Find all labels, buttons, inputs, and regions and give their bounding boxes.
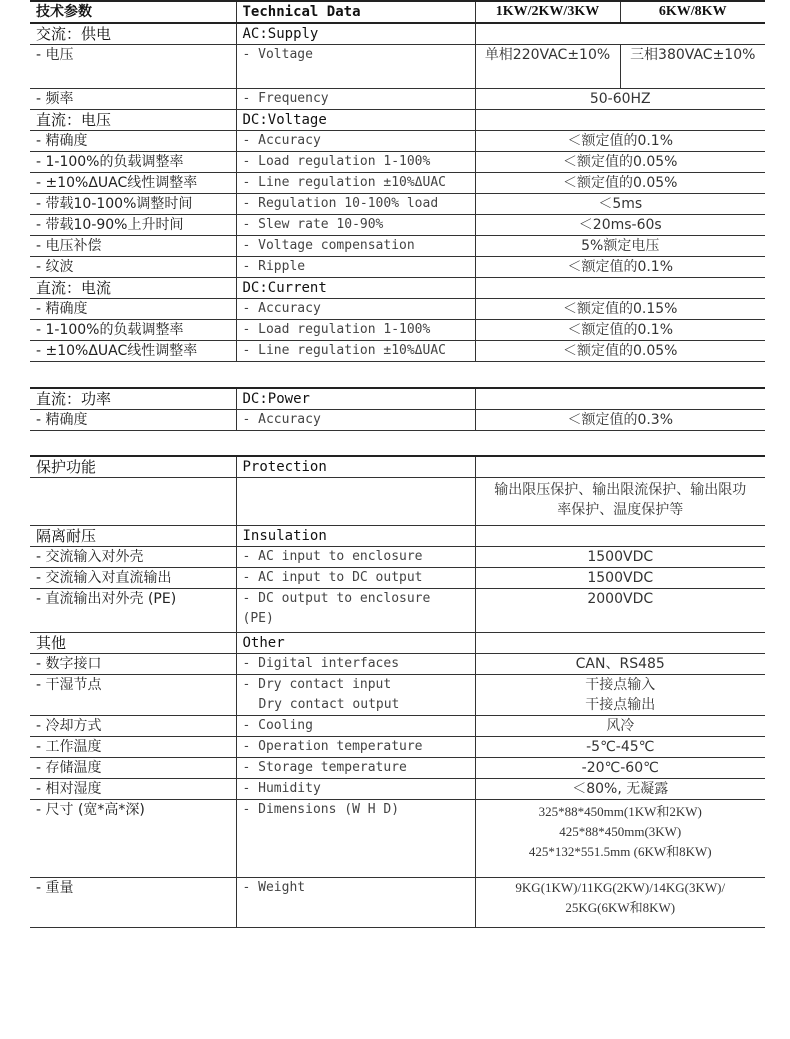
param-cn: - 精确度 [30, 299, 236, 320]
table-row [30, 716, 765, 737]
param-cn: - 1-100%的负载调整率 [30, 152, 236, 173]
param-cn: - 工作温度 [30, 737, 236, 758]
table-row [30, 152, 765, 173]
section-title-en: DC:Power [236, 388, 475, 410]
section-row-ac-supply [30, 23, 765, 45]
value-line: 25KG(6KW和8KW) [565, 900, 676, 915]
section-title-en: DC:Current [236, 278, 475, 299]
param-value: -20℃-60℃ [475, 758, 765, 779]
section-title-en: DC:Voltage [236, 110, 475, 131]
param-value: 5%额定电压 [475, 236, 765, 257]
param-value: ＜额定值的0.3% [475, 409, 765, 430]
table-row [30, 478, 765, 526]
section-title-en: AC:Supply [236, 23, 475, 45]
section-title-cn: 隔离耐压 [30, 526, 236, 547]
param-en: - Accuracy [236, 131, 475, 152]
param-value: 50-60HZ [475, 89, 765, 110]
tech-spec-page [30, 0, 765, 928]
section-title-en: Other [236, 633, 475, 654]
param-value: CAN、RS485 [475, 654, 765, 675]
param-value: ＜额定值的0.1% [475, 320, 765, 341]
table-row [30, 568, 765, 589]
spacer-row [30, 362, 765, 388]
param-en: - Accuracy [236, 299, 475, 320]
param-cn: - ±10%ΔUAC线性调整率 [30, 341, 236, 362]
param-value: 1500VDC [475, 568, 765, 589]
tech-spec-table [30, 0, 765, 928]
param-en: - Operation temperature [236, 737, 475, 758]
spacer-row [30, 430, 765, 456]
section-row-dc-current [30, 278, 765, 299]
param-en: - Dimensions (W H D) [236, 800, 475, 878]
section-row-other [30, 633, 765, 654]
table-row [30, 409, 765, 430]
section-title-cn: 其他 [30, 633, 236, 654]
param-cn: - 直流输出对外壳 (PE) [30, 589, 236, 633]
table-row [30, 779, 765, 800]
header-col1: 技术参数 [30, 1, 236, 23]
param-value: ＜额定值的0.1% [475, 131, 765, 152]
param-cn: - 纹波 [30, 257, 236, 278]
value-6kw-8kw: 三相380VAC±10% [620, 45, 765, 89]
section-title-cn: 直流：电流 [30, 278, 236, 299]
section-row-dc-voltage [30, 110, 765, 131]
header-row [30, 1, 765, 23]
table-row [30, 800, 765, 878]
param-en: - Humidity [236, 779, 475, 800]
section-row-insulation [30, 526, 765, 547]
table-row [30, 878, 765, 928]
param-value-multiline [475, 800, 765, 878]
table-row [30, 547, 765, 568]
param-cn: - 带载10-100%调整时间 [30, 194, 236, 215]
header-col3: 1KW/2KW/3KW [475, 1, 620, 23]
section-row-dc-power [30, 388, 765, 410]
table-row [30, 320, 765, 341]
param-cn: - 冷却方式 [30, 716, 236, 737]
param-cn: - 频率 [30, 89, 236, 110]
table-row [30, 89, 765, 110]
value-line: 干接点输入 [585, 677, 656, 693]
param-en: - Load regulation 1-100% [236, 152, 475, 173]
param-en-line: - Dry contact input [242, 677, 392, 692]
value-line: 425*132*551.5mm (6KW和8KW) [528, 844, 712, 859]
param-cn: - ±10%ΔUAC线性调整率 [30, 173, 236, 194]
value-line: 干接点输出 [585, 697, 656, 713]
param-en: - Weight [236, 878, 475, 928]
table-row [30, 737, 765, 758]
param-value: 2000VDC [475, 589, 765, 633]
param-value: ＜5ms [475, 194, 765, 215]
table-row [30, 589, 765, 633]
param-cn: - 精确度 [30, 131, 236, 152]
param-en-multiline [236, 675, 475, 716]
table-row [30, 215, 765, 236]
param-en: - Load regulation 1-100% [236, 320, 475, 341]
param-en: - Accuracy [236, 409, 475, 430]
param-cn: - 重量 [30, 878, 236, 928]
param-value: ＜额定值的0.15% [475, 299, 765, 320]
protection-value: 输出限压保护、输出限流保护、输出限功率保护、温度保护等 [475, 478, 765, 526]
param-cn: - 电压 [30, 45, 236, 89]
param-en: - Regulation 10-100% load [236, 194, 475, 215]
param-value: ＜额定值的0.05% [475, 341, 765, 362]
table-row [30, 654, 765, 675]
param-cn: - 相对湿度 [30, 779, 236, 800]
header-col4: 6KW/8KW [620, 1, 765, 23]
param-cn: - 交流输入对直流输出 [30, 568, 236, 589]
param-en: - Voltage [236, 45, 475, 89]
value-1kw-3kw: 单相220VAC±10% [475, 45, 620, 89]
param-en: - Line regulation ±10%ΔUAC [236, 173, 475, 194]
param-value: -5℃-45℃ [475, 737, 765, 758]
value-line: 325*88*450mm(1KW和2KW) [538, 804, 702, 819]
section-title-cn: 直流：功率 [30, 388, 236, 410]
param-en: - AC input to DC output [236, 568, 475, 589]
param-en: - Ripple [236, 257, 475, 278]
section-title-cn: 交流：供电 [30, 23, 236, 45]
param-cn: - 精确度 [30, 409, 236, 430]
param-cn: - 交流输入对外壳 [30, 547, 236, 568]
param-cn: - 电压补偿 [30, 236, 236, 257]
param-cn: - 带载10-90%上升时间 [30, 215, 236, 236]
section-title-cn: 保护功能 [30, 456, 236, 478]
section-title-en: Insulation [236, 526, 475, 547]
param-value: ＜20ms-60s [475, 215, 765, 236]
param-value: ＜额定值的0.05% [475, 173, 765, 194]
param-value: 1500VDC [475, 547, 765, 568]
param-cn: - 1-100%的负载调整率 [30, 320, 236, 341]
param-cn: - 尺寸 (宽*高*深) [30, 800, 236, 878]
value-line: 9KG(1KW)/11KG(2KW)/14KG(3KW)/ [515, 880, 726, 895]
param-cn: - 存储温度 [30, 758, 236, 779]
param-en: - AC input to enclosure [236, 547, 475, 568]
param-cn: - 数字接口 [30, 654, 236, 675]
param-en: - Voltage compensation [236, 236, 475, 257]
value-line: 425*88*450mm(3KW) [559, 824, 682, 839]
param-en: - Digital interfaces [236, 654, 475, 675]
param-value-multiline [475, 878, 765, 928]
param-cn: - 干湿节点 [30, 675, 236, 716]
param-value: 风冷 [475, 716, 765, 737]
param-en: - Line regulation ±10%ΔUAC [236, 341, 475, 362]
section-title-en: Protection [236, 456, 475, 478]
param-en: - DC output to enclosure (PE) [236, 589, 475, 633]
param-en: - Storage temperature [236, 758, 475, 779]
table-row [30, 341, 765, 362]
section-row-protection [30, 456, 765, 478]
param-value: ＜额定值的0.05% [475, 152, 765, 173]
param-en: - Frequency [236, 89, 475, 110]
table-row [30, 173, 765, 194]
param-en: - Slew rate 10-90% [236, 215, 475, 236]
table-row [30, 131, 765, 152]
table-row [30, 194, 765, 215]
param-en: - Cooling [236, 716, 475, 737]
table-row [30, 236, 765, 257]
table-row [30, 299, 765, 320]
param-value: ＜额定值的0.1% [475, 257, 765, 278]
param-value-multiline [475, 675, 765, 716]
table-row [30, 45, 765, 89]
param-value: ＜80%, 无凝露 [475, 779, 765, 800]
section-title-cn: 直流：电压 [30, 110, 236, 131]
header-col2: Technical Data [236, 1, 475, 23]
table-row [30, 257, 765, 278]
param-en-line: Dry contact output [258, 697, 400, 712]
table-row [30, 675, 765, 716]
table-row [30, 758, 765, 779]
